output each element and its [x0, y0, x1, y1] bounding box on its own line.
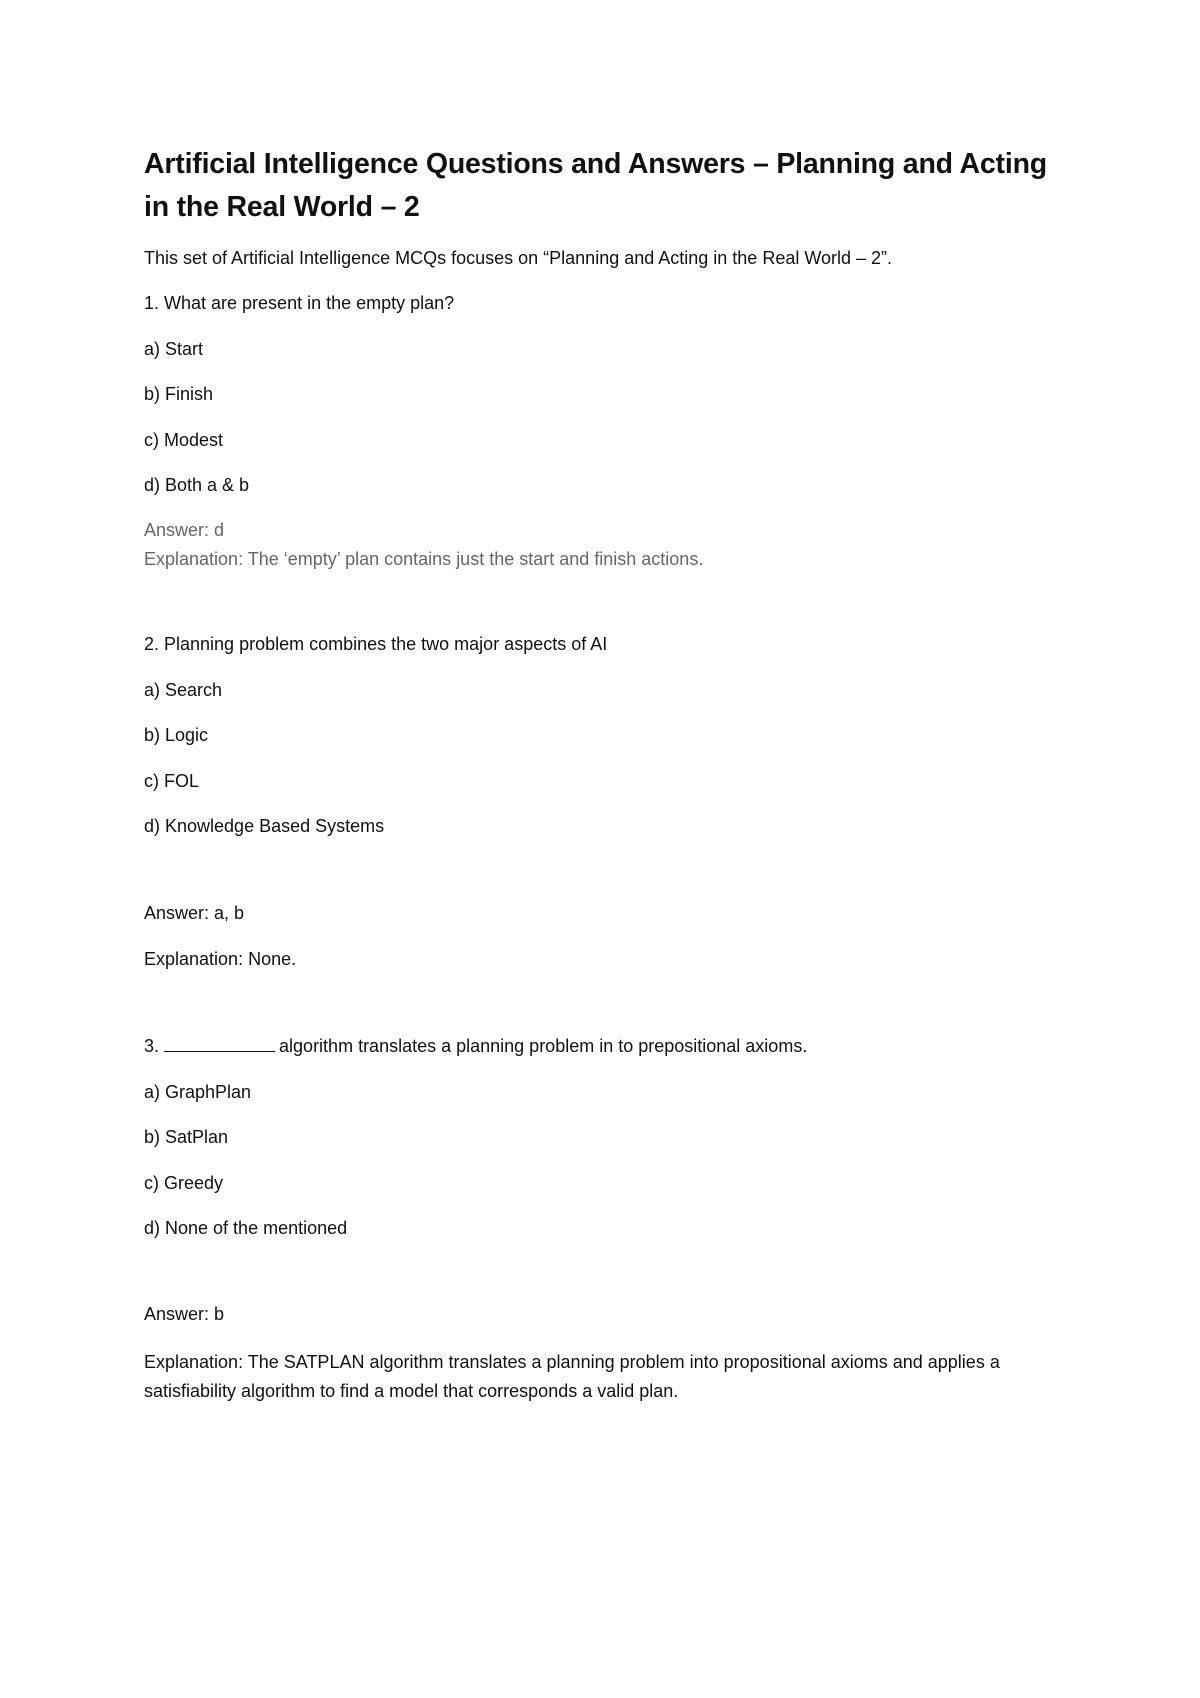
question-text — [144, 1034, 1064, 1057]
option-b: b) Finish — [144, 384, 214, 404]
option-c: c) FOL — [144, 770, 200, 791]
question-text: 2. Planning problem combines the two major aspects of AI — [144, 634, 608, 654]
answer-text: Answer: b — [144, 1304, 225, 1324]
option-d: d) Knowledge Based Systems — [144, 816, 385, 836]
question-body: algorithm translates a planning problem in to prepositional axioms. — [279, 1036, 808, 1056]
question-text: 1. What are present in the empty plan? — [144, 293, 455, 313]
explanation-text: Explanation: The SATPLAN algorithm translates a planning problem into propositional axioms and applies a satisfiability algorithm to find a model that corresponds a valid plan. — [144, 1352, 1000, 1401]
option-a: a) GraphPlan — [144, 1081, 252, 1102]
fill-in-blank — [164, 1034, 275, 1052]
explanation-text: Explanation: None. — [144, 949, 297, 969]
option-c: c) Greedy — [144, 1172, 224, 1193]
option-a: a) Search — [144, 679, 223, 700]
option-d: d) None of the mentioned — [144, 1218, 348, 1238]
option-c: c) Modest — [144, 429, 224, 450]
question-2 — [144, 633, 1064, 970]
answer-text: Answer: a, b — [144, 903, 245, 923]
option-b: b) Logic — [144, 725, 209, 745]
question-3 — [144, 1034, 1064, 1406]
question-number: 3. — [144, 1036, 160, 1056]
intro-text: This set of Artificial Intelligence MCQs focuses on “Planning and Acting in the Real World – 2”. — [144, 248, 893, 268]
explanation-text: Explanation: The ‘empty’ plan contains just the start and finish actions. — [144, 549, 704, 569]
option-d: d) Both a & b — [144, 475, 250, 495]
answer-text: Answer: d — [144, 520, 225, 540]
option-a: a) Start — [144, 338, 204, 359]
document-content — [144, 143, 1064, 1406]
page-title: Artificial Intelligence Questions and Answers – Planning and Acting in the Real World – 2 — [144, 148, 1047, 223]
question-1 — [144, 292, 1064, 570]
option-b: b) SatPlan — [144, 1127, 229, 1147]
